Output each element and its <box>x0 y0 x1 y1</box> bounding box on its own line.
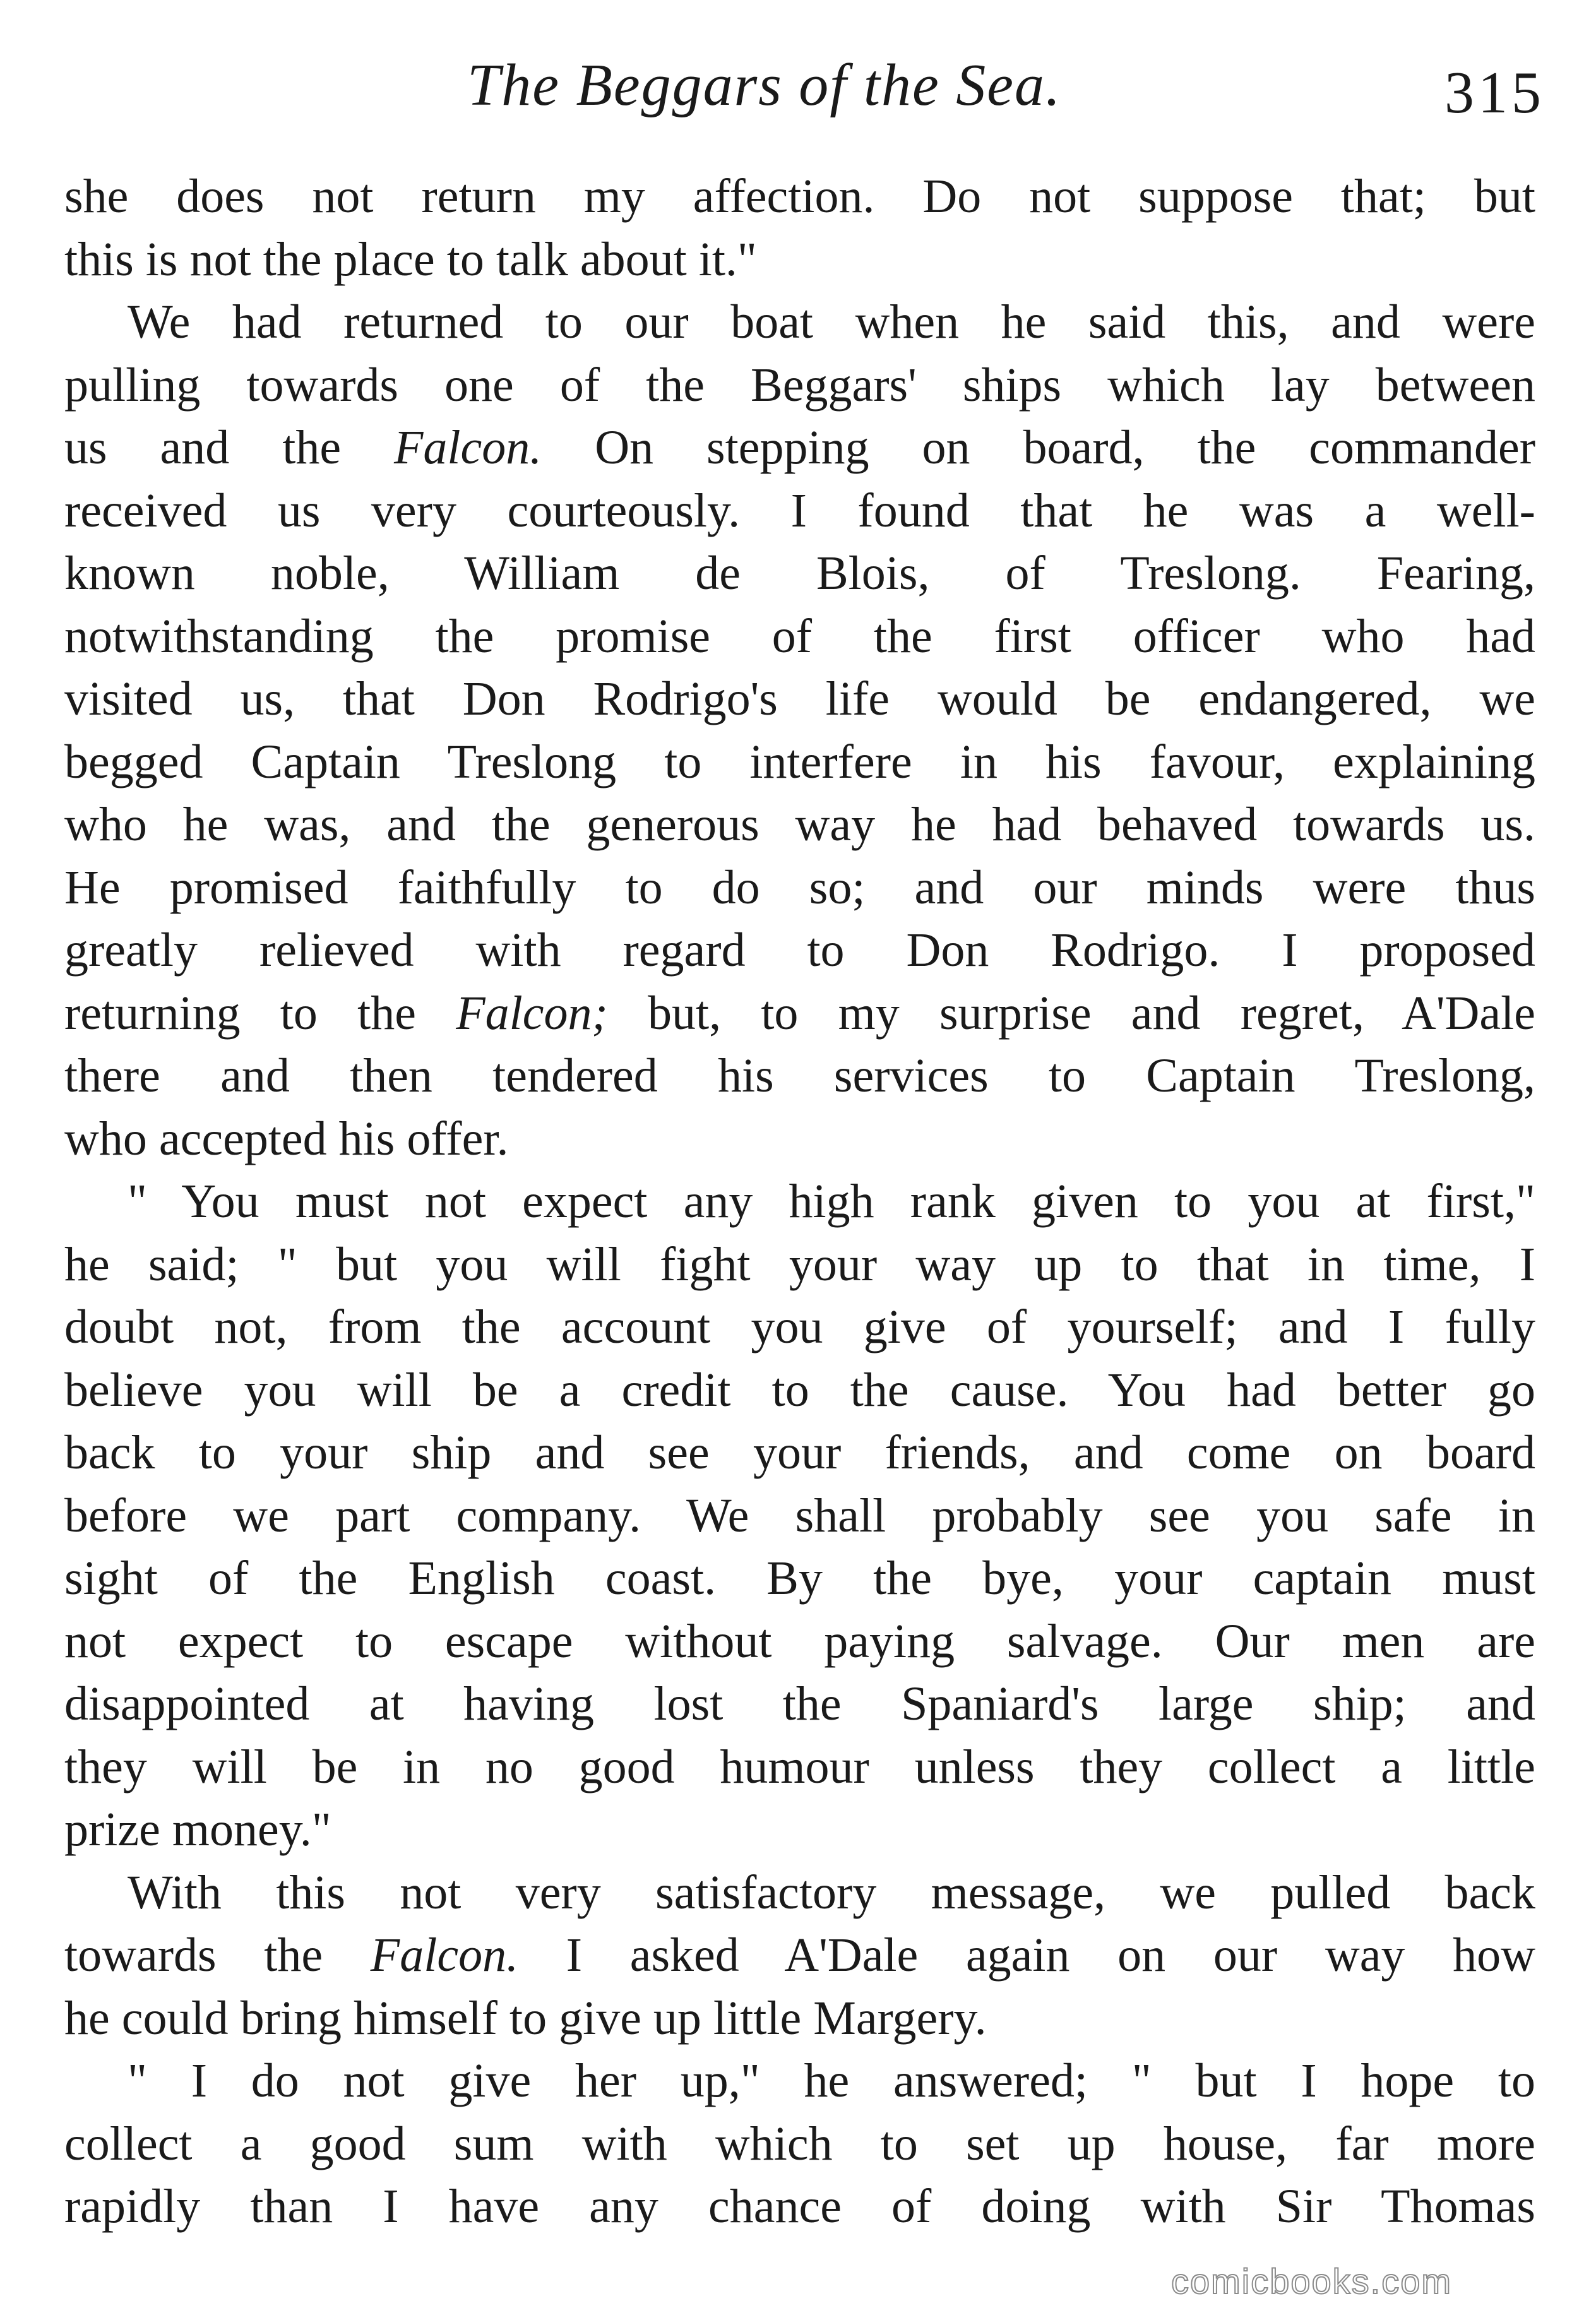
text-line: who he was, and the generous way he had behaved towards us. <box>64 798 1535 851</box>
body-text <box>64 165 1535 2239</box>
text-line: not expect to escape without paying salvage. Our men are <box>64 1614 1535 1668</box>
text-line: believe you will be a credit to the cause. You had better go <box>64 1363 1535 1417</box>
italic-ship-name: Falcon; <box>456 986 608 1040</box>
text-line: us and the Falcon. On stepping on board, the commander <box>64 421 1535 474</box>
page-number: 315 <box>1444 60 1545 126</box>
watermark: comicbooks.com <box>1171 2261 1453 2301</box>
text-line: she does not return my affection. Do not suppose that; but <box>64 170 1535 223</box>
text-line: disappointed at having lost the Spaniard's large ship; and <box>64 1677 1535 1730</box>
text-line: he said; " but you will fight your way up to that in time, I <box>64 1237 1535 1291</box>
text-line: pulling towards one of the Beggars' ships which lay between <box>64 358 1535 412</box>
italic-ship-name: Falcon. <box>394 421 542 474</box>
text-line: prize money." <box>64 1803 331 1856</box>
text-line: known noble, William de Blois, of Treslong. Fearing, <box>64 547 1535 600</box>
text-line: doubt not, from the account you give of yourself; and I fully <box>64 1300 1535 1353</box>
text-line: collect a good sum with which to set up house, far more <box>64 2117 1535 2170</box>
text-line: there and then tendered his services to Captain Treslong, <box>64 1049 1535 1102</box>
text-line: He promised faithfully to do so; and our minds were thus <box>64 860 1535 914</box>
running-title: The Beggars of the Sea. <box>467 52 1062 118</box>
text-line: visited us, that Don Rodrigo's life would be endangered, we <box>64 672 1535 725</box>
text-line: returning to the Falcon; but, to my surprise and regret, A'Dale <box>64 986 1535 1040</box>
paragraph-first-line: We had returned to our boat when he said this, and were <box>128 295 1535 348</box>
paragraph-first-line: " I do not give her up," he answered; " but I hope to <box>128 2054 1535 2107</box>
text-line: sight of the English coast. By the bye, your captain must <box>64 1552 1535 1605</box>
italic-ship-name: Falcon. <box>370 1929 519 1982</box>
paragraph-first-line: With this not very satisfactory message, we pulled back <box>128 1865 1535 1919</box>
text-line: received us very courteously. I found that he was a well- <box>64 484 1535 537</box>
text-line: begged Captain Treslong to interfere in his favour, explaining <box>64 735 1535 788</box>
text-line: greatly relieved with regard to Don Rodrigo. I proposed <box>64 924 1535 977</box>
text-line: back to your ship and see your friends, and come on board <box>64 1426 1535 1479</box>
text-line: rapidly than I have any chance of doing with Sir Thomas <box>64 2180 1535 2233</box>
text-line: notwithstanding the promise of the first officer who had <box>64 609 1535 663</box>
text-line: they will be in no good humour unless they collect a little <box>64 1740 1535 1793</box>
text-line: before we part company. We shall probably see you safe in <box>64 1489 1535 1542</box>
text-line: this is not the place to talk about it." <box>64 232 757 286</box>
text-line: who accepted his offer. <box>64 1112 509 1165</box>
text-line: he could bring himself to give up little Margery. <box>64 1991 987 2045</box>
paragraph-first-line: " You must not expect any high rank given to you at first," <box>128 1175 1535 1228</box>
text-line: towards the Falcon. I asked A'Dale again on our way how <box>64 1929 1535 1982</box>
